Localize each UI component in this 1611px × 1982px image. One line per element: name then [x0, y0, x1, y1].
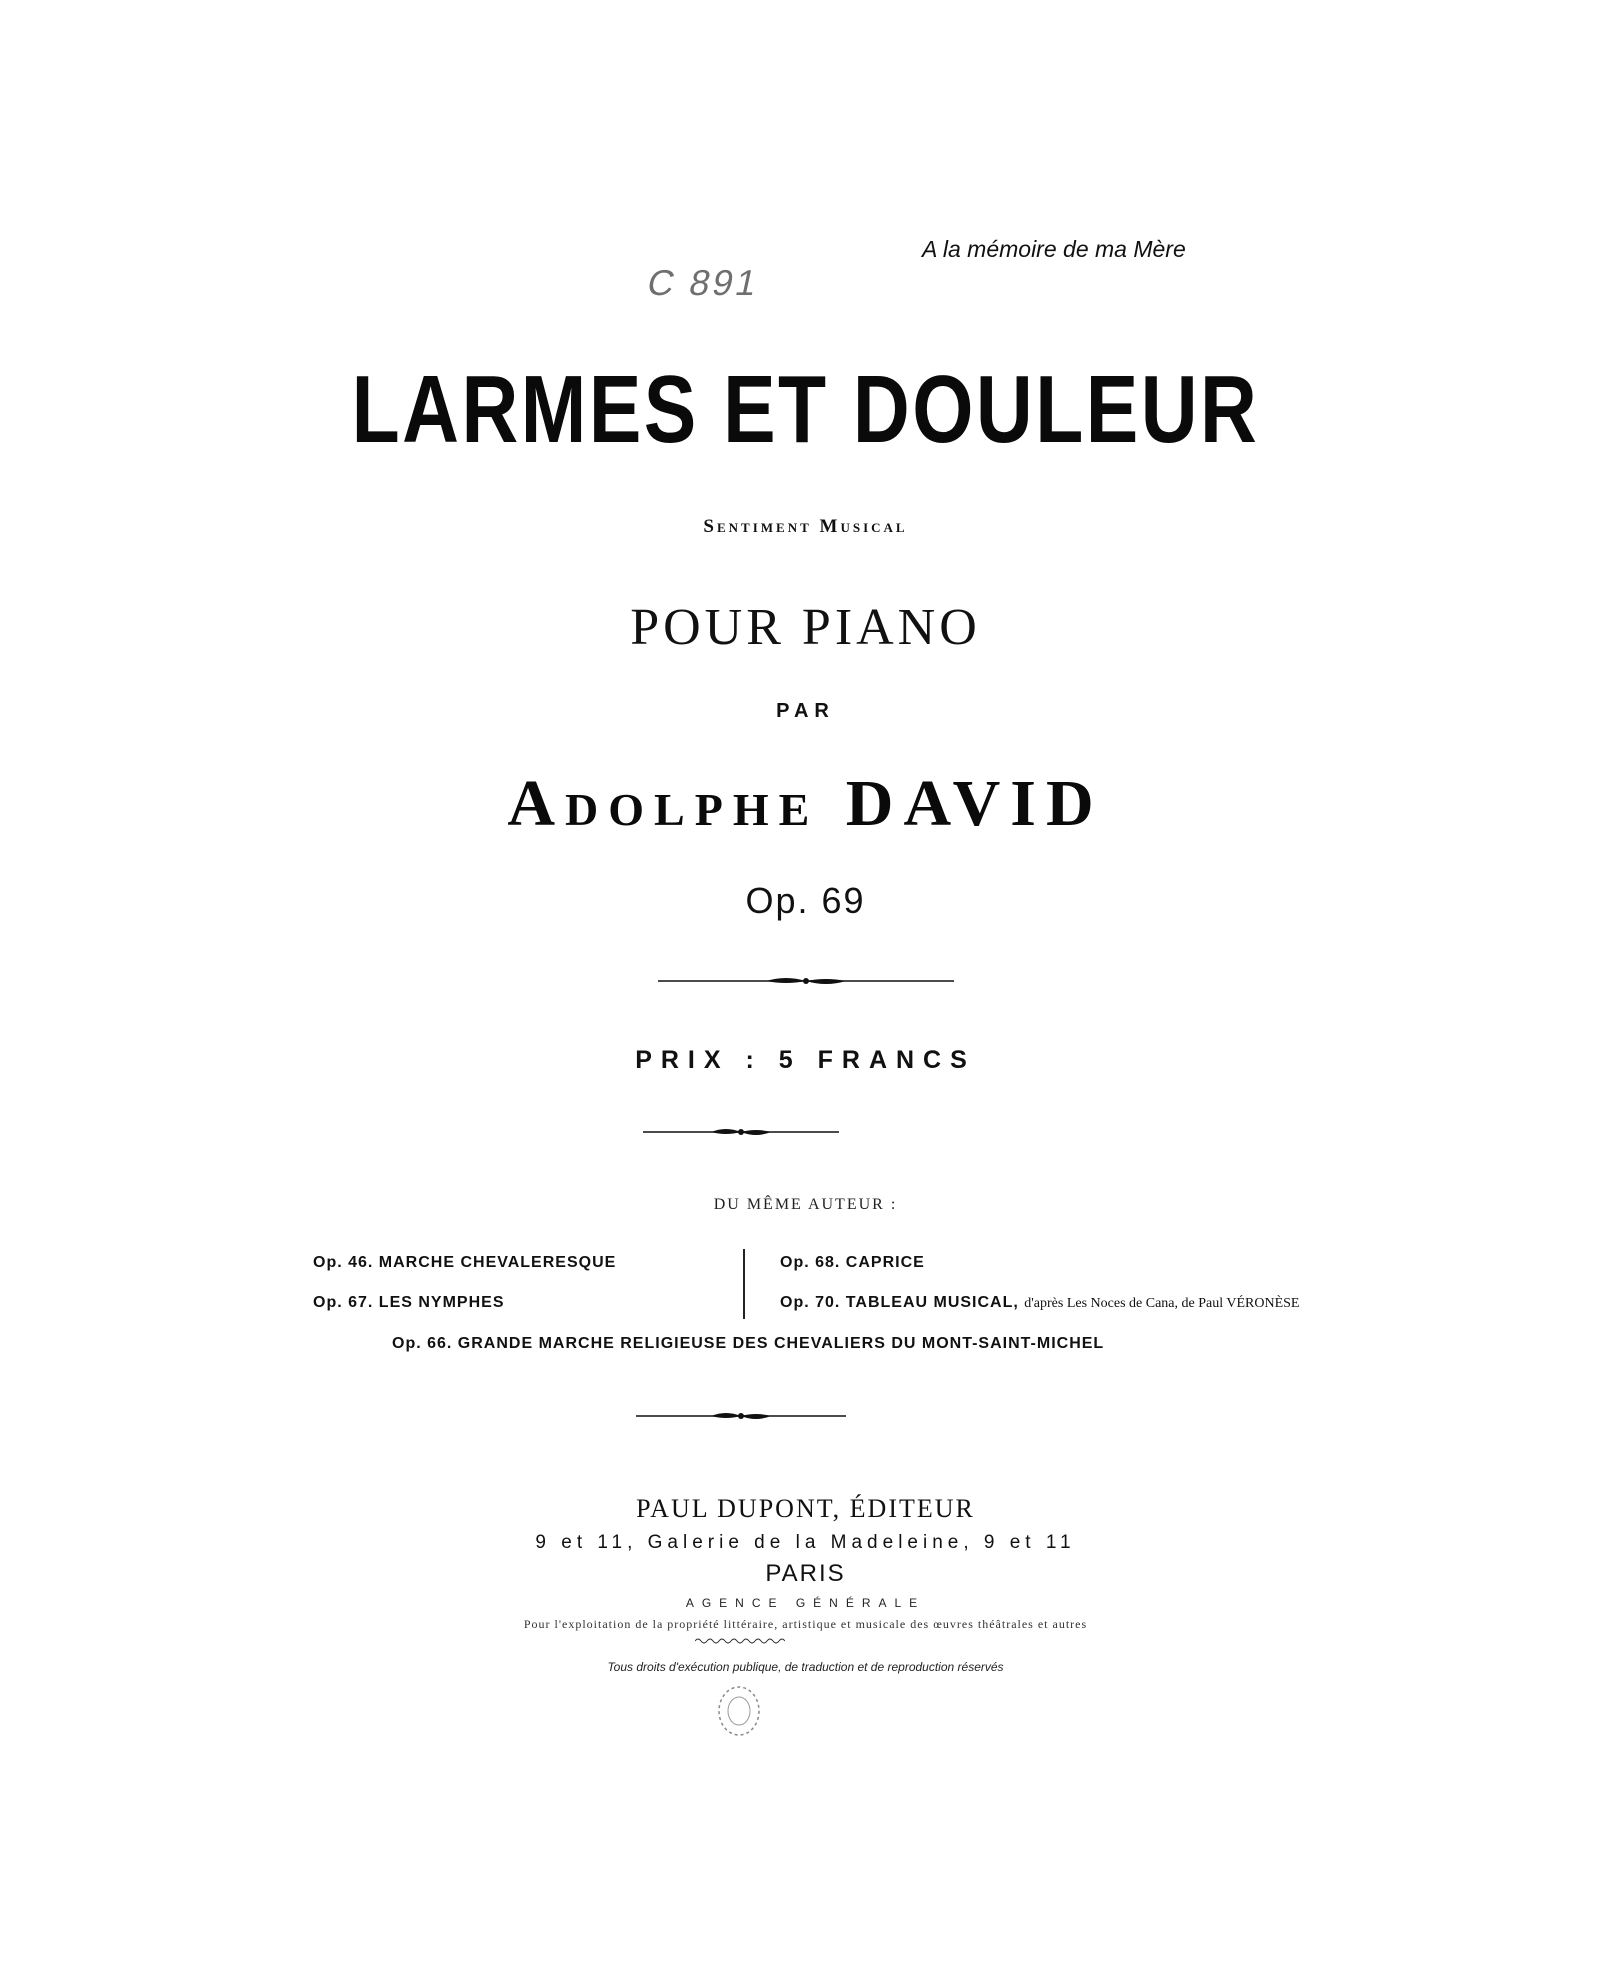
library-stamp-number: C 891	[643, 262, 764, 303]
same-author-heading: DU MÊME AUTEUR :	[713, 1196, 898, 1213]
page-title: LARMES ET DOULEUR	[351, 356, 1260, 463]
publisher-address: 9 et 11, Galerie de la Madeleine, 9 et 11	[535, 1532, 1076, 1553]
rights-notice: Tous droits d'exécution publique, de traduction et de reproduction réservés	[607, 1660, 1004, 1674]
ornament-divider-1	[658, 974, 954, 988]
agency-note: Pour l'exploitation de la propriété littéraire, artistique et musicale des œuvres théâtrales et autres	[523, 1617, 1088, 1631]
by-label: PAR	[776, 700, 835, 722]
subtitle: Sentiment Musical	[703, 516, 908, 537]
ornament-divider-2	[643, 1125, 839, 1139]
dedication: A la mémoire de ma Mère	[922, 236, 1186, 262]
work-op70-note: d'après Les Noces de Cana, de Paul VÉRONÈSE	[1024, 1296, 1300, 1311]
publisher-name: PAUL DUPONT, ÉDITEUR	[636, 1494, 975, 1523]
work-op70	[780, 1294, 1299, 1312]
work-op66: Op. 66. GRANDE MARCHE RELIGIEUSE DES CHEVALIERS DU MONT-SAINT-MICHEL	[392, 1335, 1105, 1352]
work-op68: Op. 68. CAPRICE	[780, 1254, 925, 1271]
composer-name: Adolphe DAVID	[507, 767, 1104, 840]
work-op70-title: Op. 70. TABLEAU MUSICAL,	[780, 1294, 1019, 1311]
publisher-city: PARIS	[765, 1560, 846, 1587]
opus-number: Op. 69	[745, 880, 866, 921]
work-op67: Op. 67. LES NYMPHES	[313, 1294, 505, 1311]
work-op46: Op. 46. MARCHE CHEVALERESQUE	[313, 1254, 617, 1271]
agency-label: AGENCE GÉNÉRALE	[685, 1596, 926, 1610]
wavy-rule	[695, 1637, 785, 1645]
column-divider	[743, 1249, 745, 1319]
price-label: PRIX : 5 FRANCS	[635, 1046, 976, 1074]
ornament-divider-3	[636, 1409, 846, 1423]
instrument-line: POUR PIANO	[630, 599, 981, 656]
library-seal-stamp	[714, 1683, 764, 1739]
